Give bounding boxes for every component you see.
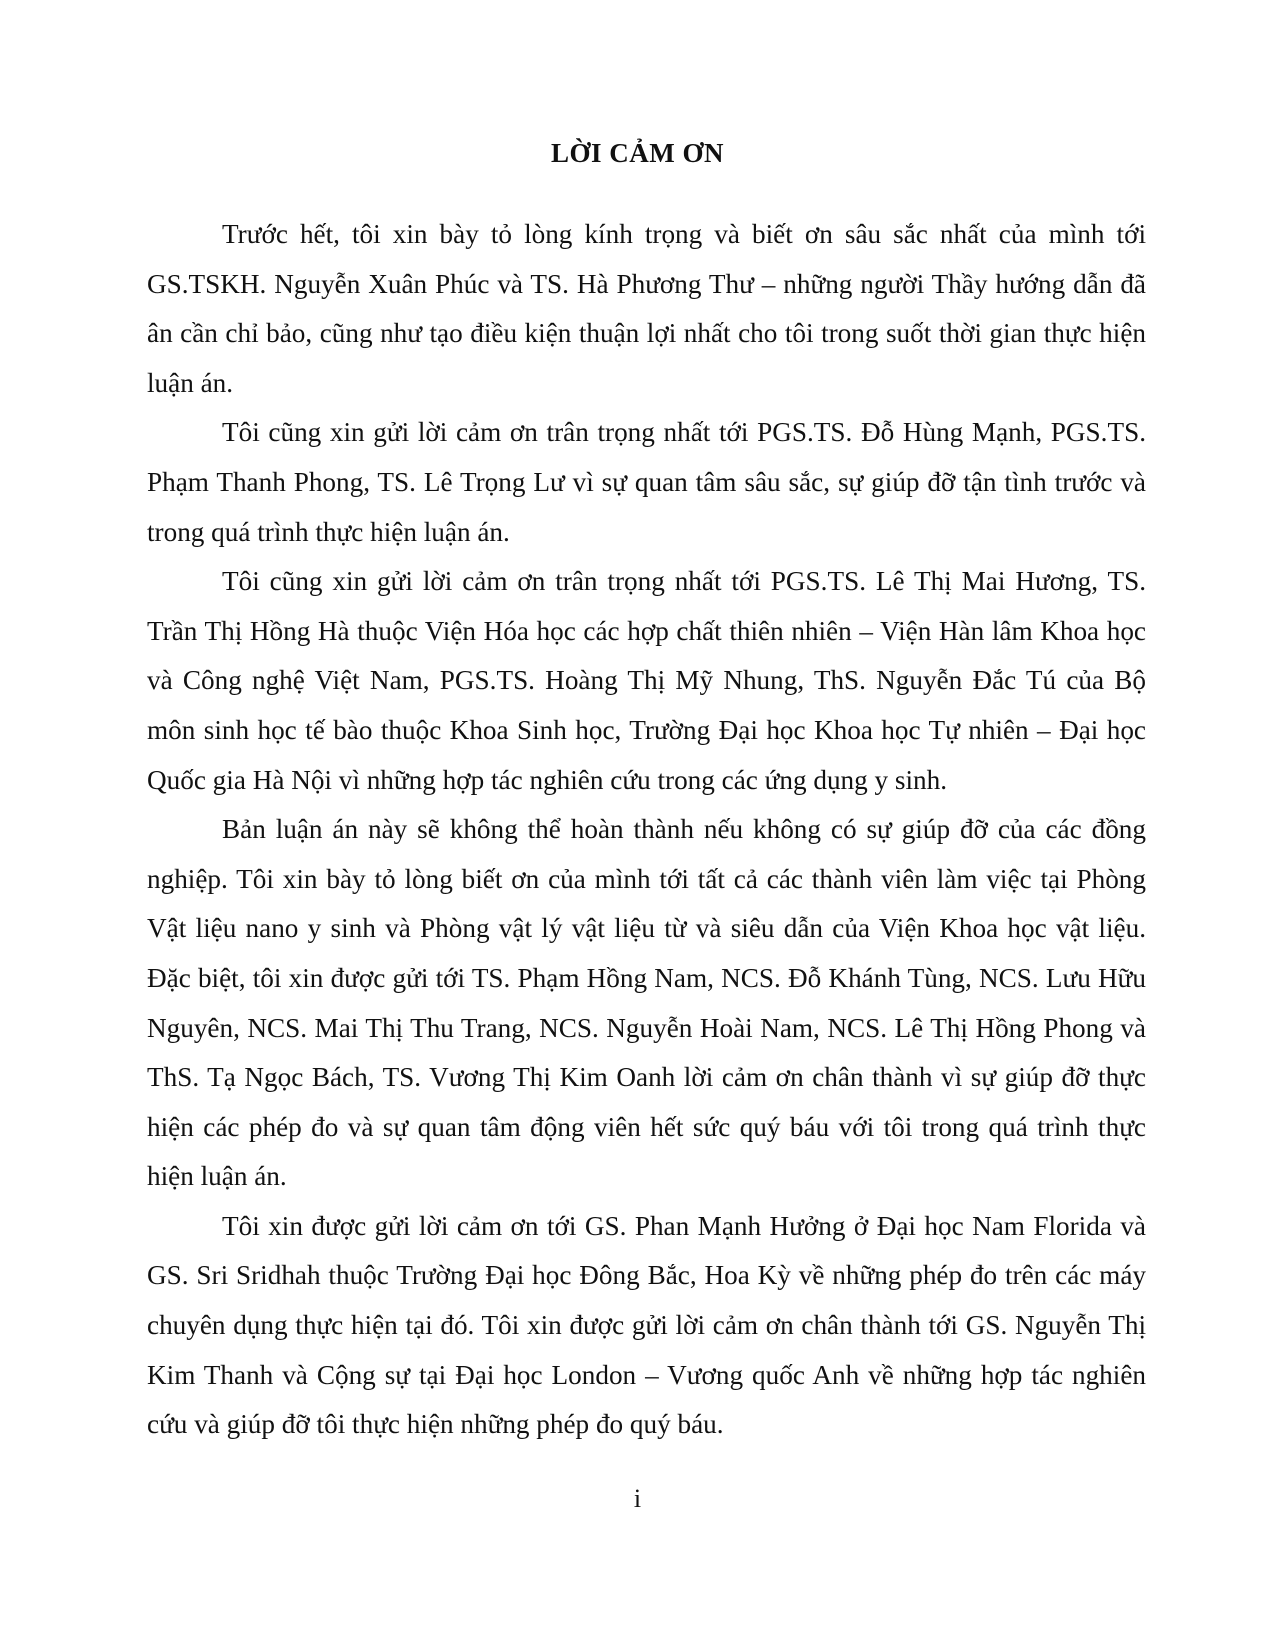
paragraph-4: Bản luận án này sẽ không thể hoàn thành nếu không có sự giúp đỡ của các đồng nghiệp. Tôi xin bày tỏ lòng biết ơn của mình tới tất cả các thành viên làm việc tại Phòng Vật liệu nano y sinh và Phòng vật lý vật liệu từ và siêu dẫn của Viện Khoa học vật liệu. Đặc biệt, tôi xin được gửi tới TS. Phạm Hồng Nam, NCS. Đỗ Khánh Tùng, NCS. Lưu Hữu Nguyên, NCS. Mai Thị Thu Trang, NCS. Nguyễn Hoài Nam, NCS. Lê Thị Hồng Phong và ThS. Tạ Ngọc Bách, TS. Vương Thị Kim Oanh lời cảm ơn chân thành vì sự giúp đỡ thực hiện các phép đo và sự quan tâm động viên hết sức quý báu với tôi trong quá trình thực hiện luận án. [147, 814, 1146, 1192]
paragraph-2: Tôi cũng xin gửi lời cảm ơn trân trọng nhất tới PGS.TS. Đỗ Hùng Mạnh, PGS.TS. Phạm Thanh Phong, TS. Lê Trọng Lư vì sự quan tâm sâu sắc, sự giúp đỡ tận tình trước và trong quá trình thực hiện luận án. [147, 417, 1146, 547]
page-title: LỜI CẢM ƠN [551, 138, 724, 168]
page-number: i [633, 1484, 642, 1513]
body-text [147, 210, 1146, 1450]
paragraph-5: Tôi xin được gửi lời cảm ơn tới GS. Phan Mạnh Hưởng ở Đại học Nam Florida và GS. Sri Sridhah thuộc Trường Đại học Đông Bắc, Hoa Kỳ về những phép đo trên các máy chuyên dụng thực hiện tại đó. Tôi xin được gửi lời cảm ơn chân thành tới GS. Nguyễn Thị Kim Thanh và Cộng sự tại Đại học London – Vương quốc Anh về những hợp tác nghiên cứu và giúp đỡ tôi thực hiện những phép đo quý báu. [147, 1210, 1146, 1440]
paragraph-1: Trước hết, tôi xin bày tỏ lòng kính trọng và biết ơn sâu sắc nhất của mình tới GS.TSKH. Nguyễn Xuân Phúc và TS. Hà Phương Thư – những người Thầy hướng dẫn đã ân cần chỉ bảo, cũng như tạo điều kiện thuận lợi nhất cho tôi trong suốt thời gian thực hiện luận án. [147, 219, 1146, 398]
paragraph-3: Tôi cũng xin gửi lời cảm ơn trân trọng nhất tới PGS.TS. Lê Thị Mai Hương, TS. Trần Thị Hồng Hà thuộc Viện Hóa học các hợp chất thiên nhiên – Viện Hàn lâm Khoa học và Công nghệ Việt Nam, PGS.TS. Hoàng Thị Mỹ Nhung, ThS. Nguyễn Đắc Tú của Bộ môn sinh học tế bào thuộc Khoa Sinh học, Trường Đại học Khoa học Tự nhiên – Đại học Quốc gia Hà Nội vì những hợp tác nghiên cứu trong các ứng dụng y sinh. [147, 566, 1146, 795]
